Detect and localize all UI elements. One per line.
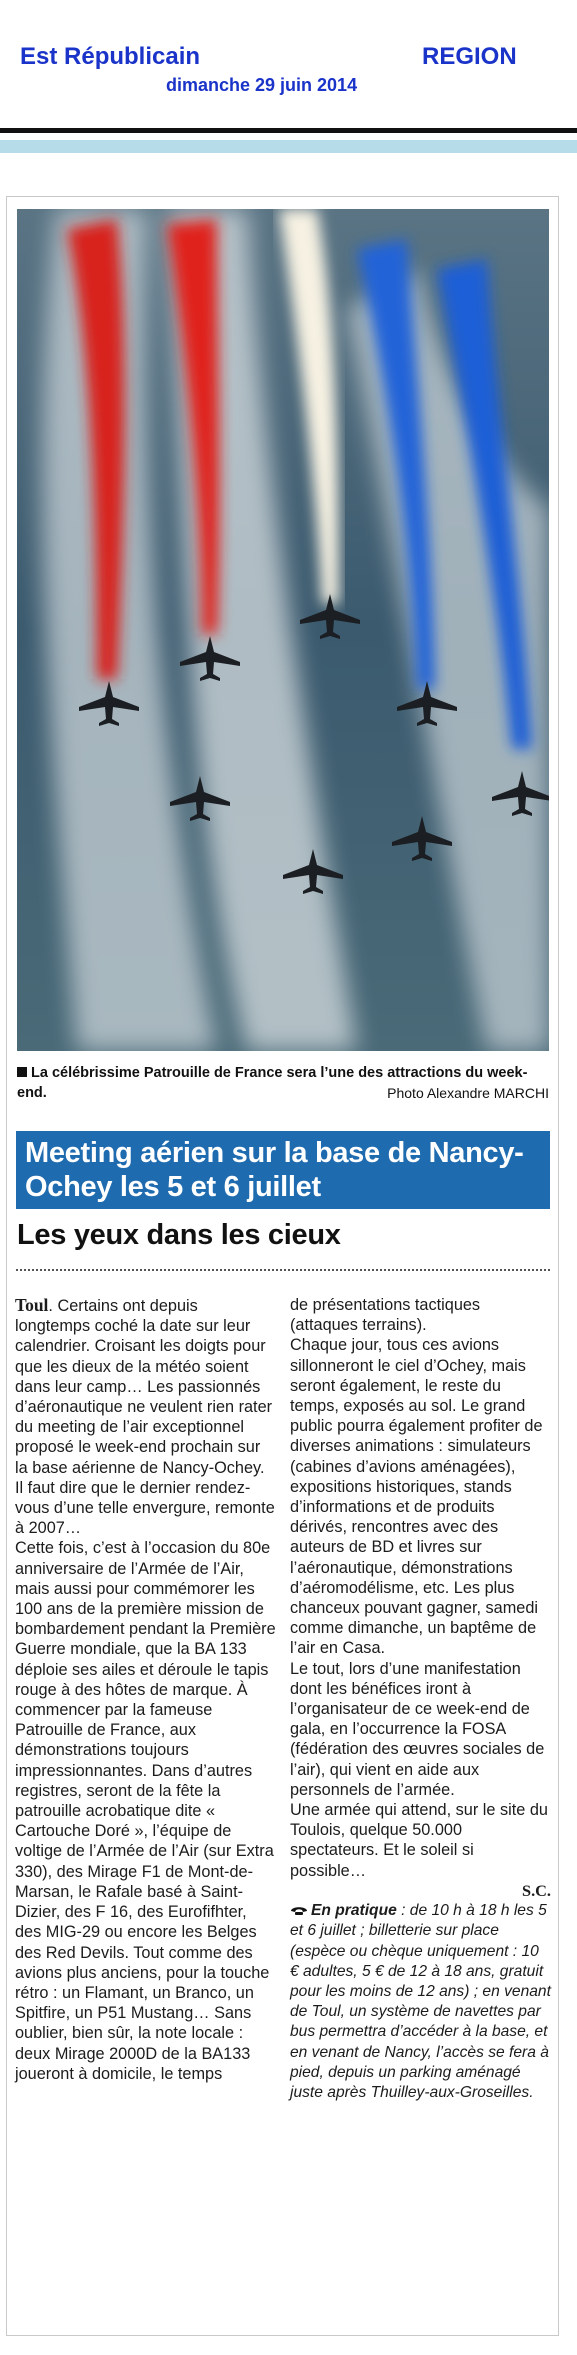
- dateline: Toul: [15, 1295, 49, 1315]
- article-photo: [17, 209, 549, 1051]
- paragraph: Cette fois, c’est à l’occasion du 80e anniversaire de l’Armée de l’Air, mais aussi pour commémorer les 100 ans de la première mission de bombardement pendant la Première Guerre mondiale, que la BA 133 déploie ses ailes et déroule le tapis rouge à des hôtes de marque. À commencer par la fameuse Patrouille de France, aux démonstrations toujours impressionnantes. Dans d’autres registres, seront de la fête la patrouille acrobatique dite « Cartouche Doré », l’équipe de voltige de l’Armée de l’Air (sur Extra 330), des Mirage F1 de Mont-de-Marsan, le Rafale basé à Saint-Dizier, des F 16, des Eurofifhter, des MIG-29 ou encore les Belges des Red Devils. Tout comme des avions plus anciens, pour la touche rétro : un Flamant, un Branco, un Spitfire, un P51 Mustang… Sans oublier, bien sûr, la note locale : deux Mirage 2000D de la BA133 joueront à domicile, le temps: [15, 1539, 276, 2083]
- caption-text: La célébrissime Patrouille de France sera l’une des attractions du week-end.: [17, 1065, 528, 1101]
- paragraph: Une armée qui attend, sur le site du Toulois, quelque 50.000 spectateurs. Et le soleil si possible…: [290, 1801, 548, 1880]
- masthead: [0, 0, 577, 130]
- headline-box: [16, 1131, 550, 1209]
- info-phone-icon: [290, 1904, 308, 1916]
- masthead-rule: [0, 128, 577, 133]
- paragraph-text: . Certains ont depuis longtemps coché la date sur leur calendrier. Croisant les doigts pour que les dieux de la météo soient dans leur camp… Les passionnés d’aéronautique ne veulent rien rater du meeting de l’air exceptionnel proposé le week-end prochain sur la base aérienne de Nancy-Ochey. Il faut dire que le dernier rendez-vous d’une telle envergure, remonte à 2007…: [15, 1297, 275, 1538]
- practical-lead: En pratique: [311, 1902, 397, 1920]
- photo-credit: Photo Alexandre MARCHI: [387, 1085, 549, 1101]
- paragraph: Chaque jour, tous ces avions sillonneront le ciel d’Ochey, mais seront également, le reste du temps, exposés au sol. Le grand public pourra également profiter de diverses animations : simulateurs (cabines d’avions aménagées), expositions historiques, stands d’informations et de produits dérivés, rencontres avec des auteurs de BD et livres sur l’aéronautique, démonstrations d’aéromodélisme, etc. Les plus chanceux pouvant gagner, samedi comme dimanche, un baptême de l’air en Casa.: [290, 1336, 543, 1658]
- headline: Meeting aérien sur la base de Nancy-Ochey les 5 et 6 juillet: [25, 1137, 524, 1203]
- subheadline: Les yeux dans les cieux: [17, 1219, 341, 1251]
- paragraph: [15, 1295, 277, 1538]
- newspaper-name: Est Républicain: [20, 43, 201, 70]
- caption-bullet-icon: [17, 1067, 27, 1077]
- patrouille-photo-icon: [17, 209, 549, 1051]
- dotted-divider: [16, 1269, 550, 1271]
- practical-info: [290, 1901, 551, 2103]
- section-label: REGION: [422, 43, 517, 70]
- masthead-band: [0, 140, 577, 153]
- body-column-right: [290, 1295, 551, 2103]
- paragraph: Le tout, lors d’une manifestation dont les bénéfices iront à l’organisateur de ce week-end de gala, en l’occurrence la FOSA (fédération des œuvres sociales de l’air), qui vient en aide aux personnels de l’armée.: [290, 1659, 545, 1799]
- paragraph: de présentations tactiques (attaques terrains).: [290, 1296, 481, 1335]
- photo-caption: [17, 1063, 549, 1103]
- practical-text: : de 10 h à 18 h les 5 et 6 juillet ; billetterie sur place (espèce ou chèque uniquement : 10 € adultes, 5 € de 12 à 18 ans, gratuit pour les moins de 12 ans) ; en venant de Toul, un système de navettes par bus permettra d’accéder à la base, et en venant de Nancy, l’accès se fera à pied, depuis un parking aménagé juste après Thuilley-aux-Groseilles.: [290, 1902, 551, 2101]
- author-signature: S.C.: [522, 1880, 551, 1900]
- publication-date: dimanche 29 juin 2014: [166, 75, 358, 95]
- article-clipping: [6, 196, 559, 2336]
- body-column-left: [15, 1295, 277, 2084]
